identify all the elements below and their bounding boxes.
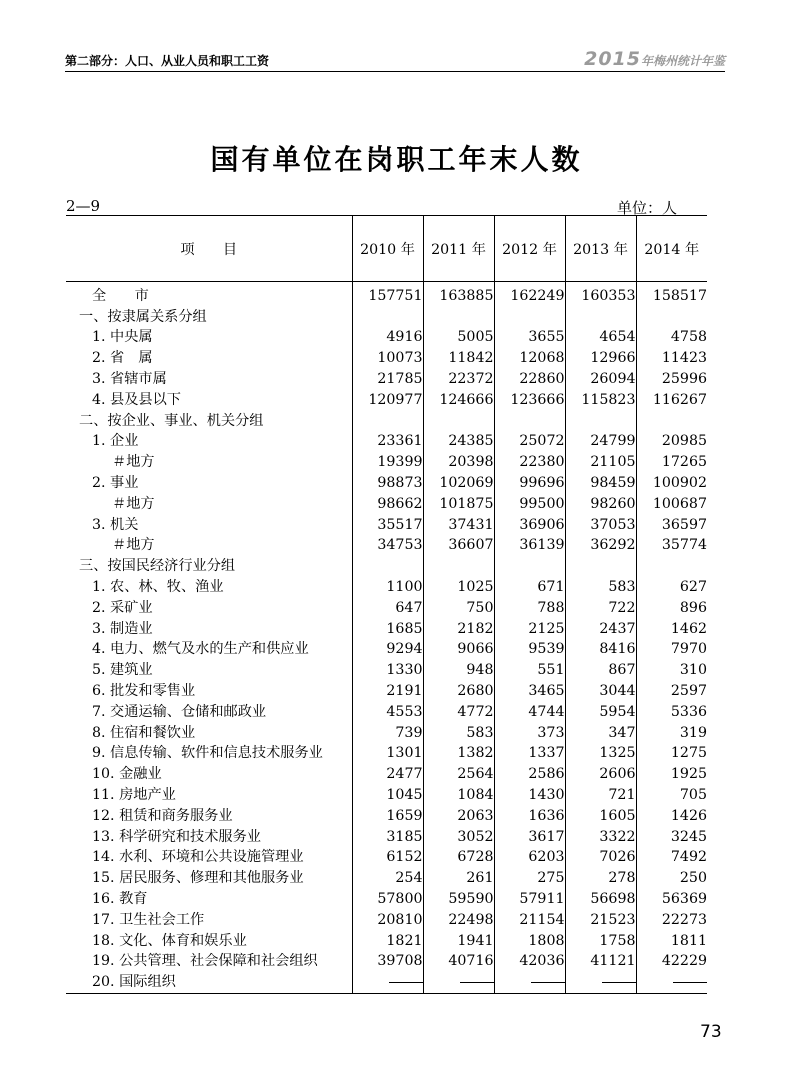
cell-value: 98662 <box>352 494 423 515</box>
cell-value <box>636 556 707 577</box>
cell-value: 56369 <box>636 889 707 910</box>
no-data-dash <box>423 972 494 993</box>
cell-value: 1382 <box>423 744 494 765</box>
table-row <box>66 432 707 453</box>
cell-value: 1430 <box>494 785 565 806</box>
cell-value: 59590 <box>423 889 494 910</box>
cell-value: 721 <box>565 785 636 806</box>
table-row <box>66 494 707 515</box>
cell-value: 2477 <box>352 764 423 785</box>
cell-value: 162249 <box>494 282 565 307</box>
table-row <box>66 681 707 702</box>
employee-table <box>66 215 707 994</box>
column-header: 2013 年 <box>565 216 636 282</box>
cell-value: 2125 <box>494 619 565 640</box>
column-header: 2014 年 <box>636 216 707 282</box>
table-row <box>66 806 707 827</box>
row-label: 5. 建筑业 <box>92 662 153 679</box>
cell-value: 788 <box>494 598 565 619</box>
table-row <box>66 952 707 973</box>
cell-value: 157751 <box>352 282 423 307</box>
cell-value: 583 <box>565 577 636 598</box>
cell-value: 3245 <box>636 827 707 848</box>
cell-value: 1925 <box>636 764 707 785</box>
table-row <box>66 598 707 619</box>
cell-value: 158517 <box>636 282 707 307</box>
cell-value: 25996 <box>636 369 707 390</box>
row-label: 1. 农、林、牧、渔业 <box>92 579 224 596</box>
cell-value: 124666 <box>423 390 494 411</box>
cell-value: 98459 <box>565 473 636 494</box>
cell-value: 20985 <box>636 432 707 453</box>
cell-value: 583 <box>423 723 494 744</box>
cell-value: 1325 <box>565 744 636 765</box>
cell-value: 98260 <box>565 494 636 515</box>
cell-value: 867 <box>565 660 636 681</box>
dash-mark <box>531 982 565 983</box>
cell-value: 4772 <box>423 702 494 723</box>
cell-value: 24385 <box>423 432 494 453</box>
cell-value: 21523 <box>565 910 636 931</box>
no-data-dash <box>565 972 636 993</box>
row-label: 2. 省 属 <box>92 350 153 367</box>
cell-value: 3465 <box>494 681 565 702</box>
cell-value <box>565 411 636 432</box>
cell-value <box>423 411 494 432</box>
cell-value <box>494 411 565 432</box>
cell-value: 1084 <box>423 785 494 806</box>
cell-value: 896 <box>636 598 707 619</box>
cell-value: 40716 <box>423 952 494 973</box>
row-label: 3. 省辖市属 <box>92 371 167 388</box>
dash-mark <box>460 982 494 983</box>
cell-value: 1301 <box>352 744 423 765</box>
cell-value: 6728 <box>423 848 494 869</box>
cell-value: 11423 <box>636 348 707 369</box>
row-label: 7. 交通运输、仓储和邮政业 <box>92 703 267 720</box>
cell-value: 163885 <box>423 282 494 307</box>
cell-value: 3322 <box>565 827 636 848</box>
cell-value: 41121 <box>565 952 636 973</box>
cell-value: 36906 <box>494 515 565 536</box>
cell-value: 2182 <box>423 619 494 640</box>
cell-value: 347 <box>565 723 636 744</box>
table-row <box>66 452 707 473</box>
cell-value: 5954 <box>565 702 636 723</box>
row-label: ＃地方 <box>112 454 155 471</box>
cell-value: 24799 <box>565 432 636 453</box>
cell-value: 6152 <box>352 848 423 869</box>
cell-value: 1605 <box>565 806 636 827</box>
table-row <box>66 868 707 889</box>
row-label: 9. 信息传输、软件和信息技术服务业 <box>92 745 323 762</box>
cell-value: 2191 <box>352 681 423 702</box>
cell-value: 56698 <box>565 889 636 910</box>
cell-value: 722 <box>565 598 636 619</box>
row-label: 4. 电力、燃气及水的生产和供应业 <box>92 641 309 658</box>
cell-value: 948 <box>423 660 494 681</box>
cell-value <box>494 556 565 577</box>
cell-value: 4553 <box>352 702 423 723</box>
row-label: 12. 租赁和商务服务业 <box>92 807 233 824</box>
section-title: 第二部分：人口、从业人员和职工工资 <box>65 54 270 68</box>
table-row <box>66 640 707 661</box>
cell-value: 5005 <box>423 328 494 349</box>
row-label: 20. 国际组织 <box>66 972 352 993</box>
cell-value: 21105 <box>565 452 636 473</box>
cell-value: 22498 <box>423 910 494 931</box>
row-label: 11. 房地产业 <box>92 787 176 804</box>
column-header: 2012 年 <box>494 216 565 282</box>
cell-value: 101875 <box>423 494 494 515</box>
row-label: 2. 采矿业 <box>92 599 153 616</box>
cell-value: 37431 <box>423 515 494 536</box>
cell-value: 1659 <box>352 806 423 827</box>
cell-value: 36597 <box>636 515 707 536</box>
cell-value: 120977 <box>352 390 423 411</box>
cell-value: 1462 <box>636 619 707 640</box>
column-header: 2011 年 <box>423 216 494 282</box>
cell-value: 3655 <box>494 328 565 349</box>
cell-value: 35774 <box>636 536 707 557</box>
cell-value <box>352 411 423 432</box>
cell-value: 4744 <box>494 702 565 723</box>
cell-value: 36292 <box>565 536 636 557</box>
cell-value: 551 <box>494 660 565 681</box>
cell-value <box>565 556 636 577</box>
cell-value: 7970 <box>636 640 707 661</box>
yearbook-name <box>584 48 725 70</box>
page-title: 国有单位在岗职工年末人数 <box>210 143 583 176</box>
cell-value: 57800 <box>352 889 423 910</box>
table-row <box>66 328 707 349</box>
cell-value: 1330 <box>352 660 423 681</box>
cell-value: 19399 <box>352 452 423 473</box>
cell-value: 739 <box>352 723 423 744</box>
cell-value: 2437 <box>565 619 636 640</box>
cell-value: 35517 <box>352 515 423 536</box>
table-row <box>66 972 707 993</box>
cell-value: 57911 <box>494 889 565 910</box>
cell-value: 250 <box>636 868 707 889</box>
table-row <box>66 931 707 952</box>
cell-value <box>352 307 423 328</box>
cell-value: 278 <box>565 868 636 889</box>
cell-value: 39708 <box>352 952 423 973</box>
column-header: 项 目 <box>66 216 352 282</box>
cell-value <box>352 556 423 577</box>
row-label: 18. 文化、体育和娱乐业 <box>92 932 247 949</box>
dash-mark <box>602 982 636 983</box>
cell-value: 1426 <box>636 806 707 827</box>
dash-mark <box>673 982 707 983</box>
row-label: 一、按隶属关系分组 <box>79 308 207 325</box>
cell-value: 42229 <box>636 952 707 973</box>
cell-value: 1100 <box>352 577 423 598</box>
cell-value: 21154 <box>494 910 565 931</box>
cell-value: 99696 <box>494 473 565 494</box>
cell-value: 34753 <box>352 536 423 557</box>
cell-value: 42036 <box>494 952 565 973</box>
cell-value: 20398 <box>423 452 494 473</box>
cell-value <box>494 307 565 328</box>
table-row <box>66 411 707 432</box>
cell-value: 319 <box>636 723 707 744</box>
cell-value: 3617 <box>494 827 565 848</box>
cell-value: 25072 <box>494 432 565 453</box>
cell-value: 1025 <box>423 577 494 598</box>
cell-value: 100902 <box>636 473 707 494</box>
table-row <box>66 619 707 640</box>
page-header <box>65 48 725 70</box>
cell-value: 3052 <box>423 827 494 848</box>
row-label: 3. 制造业 <box>92 620 153 637</box>
cell-value: 20810 <box>352 910 423 931</box>
row-label: 13. 科学研究和技术服务业 <box>92 828 261 845</box>
row-label: 2. 事业 <box>92 475 139 492</box>
cell-value: 3044 <box>565 681 636 702</box>
cell-value: 275 <box>494 868 565 889</box>
cell-value: 115823 <box>565 390 636 411</box>
table-row <box>66 827 707 848</box>
cell-value: 37053 <box>565 515 636 536</box>
cell-value: 1045 <box>352 785 423 806</box>
cell-value: 1275 <box>636 744 707 765</box>
cell-value: 647 <box>352 598 423 619</box>
cell-value: 627 <box>636 577 707 598</box>
cell-value: 5336 <box>636 702 707 723</box>
cell-value: 2606 <box>565 764 636 785</box>
cell-value: 671 <box>494 577 565 598</box>
cell-value: 36607 <box>423 536 494 557</box>
page-number: 73 <box>700 1022 722 1042</box>
cell-value <box>565 307 636 328</box>
cell-value: 17265 <box>636 452 707 473</box>
row-label: 17. 卫生社会工作 <box>92 911 205 928</box>
cell-value: 22860 <box>494 369 565 390</box>
cell-value: 1337 <box>494 744 565 765</box>
cell-value: 160353 <box>565 282 636 307</box>
table-row <box>66 369 707 390</box>
table-row <box>66 348 707 369</box>
cell-value: 310 <box>636 660 707 681</box>
table-row <box>66 536 707 557</box>
table-row <box>66 744 707 765</box>
table-row <box>66 307 707 328</box>
yearbook-title: 年梅州统计年鉴 <box>640 54 725 68</box>
table-row <box>66 282 707 307</box>
cell-value: 1821 <box>352 931 423 952</box>
cell-value: 100687 <box>636 494 707 515</box>
table-row <box>66 660 707 681</box>
table-code: 2—9 <box>66 197 101 215</box>
cell-value: 2680 <box>423 681 494 702</box>
cell-value: 4916 <box>352 328 423 349</box>
row-label: 10. 金融业 <box>92 766 162 783</box>
cell-value: 6203 <box>494 848 565 869</box>
cell-value <box>636 411 707 432</box>
cell-value: 36139 <box>494 536 565 557</box>
row-label: 三、按国民经济行业分组 <box>79 558 236 575</box>
row-label: 1. 中央属 <box>92 329 153 346</box>
cell-value: 9294 <box>352 640 423 661</box>
cell-value: 1685 <box>352 619 423 640</box>
table-row <box>66 577 707 598</box>
table-header-row <box>66 216 707 282</box>
cell-value: 1758 <box>565 931 636 952</box>
cell-value: 22380 <box>494 452 565 473</box>
row-label: ＃地方 <box>112 495 155 512</box>
cell-value: 1811 <box>636 931 707 952</box>
table-row <box>66 764 707 785</box>
dash-mark <box>389 982 423 983</box>
no-data-dash <box>636 972 707 993</box>
table-row <box>66 473 707 494</box>
table-row <box>66 515 707 536</box>
table-row <box>66 702 707 723</box>
cell-value: 750 <box>423 598 494 619</box>
cell-value: 2586 <box>494 764 565 785</box>
row-label: 全 市 <box>92 287 149 304</box>
column-header: 2010 年 <box>352 216 423 282</box>
yearbook-year: 2015 <box>584 48 641 70</box>
cell-value: 12966 <box>565 348 636 369</box>
cell-value <box>423 556 494 577</box>
cell-value: 2063 <box>423 806 494 827</box>
cell-value: 4758 <box>636 328 707 349</box>
row-label: 6. 批发和零售业 <box>92 683 196 700</box>
cell-value: 3185 <box>352 827 423 848</box>
cell-value: 23361 <box>352 432 423 453</box>
cell-value: 102069 <box>423 473 494 494</box>
cell-value: 8416 <box>565 640 636 661</box>
no-data-dash <box>494 972 565 993</box>
row-label: 二、按企业、事业、机关分组 <box>79 412 264 429</box>
row-label: ＃地方 <box>112 537 155 554</box>
cell-value: 116267 <box>636 390 707 411</box>
table-row <box>66 556 707 577</box>
row-label: 8. 住宿和餐饮业 <box>92 724 196 741</box>
row-label: 4. 县及县以下 <box>92 391 181 408</box>
cell-value: 21785 <box>352 369 423 390</box>
cell-value: 7492 <box>636 848 707 869</box>
cell-value: 7026 <box>565 848 636 869</box>
cell-value: 22273 <box>636 910 707 931</box>
cell-value: 22372 <box>423 369 494 390</box>
table-body <box>66 282 707 994</box>
cell-value <box>636 307 707 328</box>
cell-value: 1941 <box>423 931 494 952</box>
row-label: 16. 教育 <box>92 891 148 907</box>
cell-value: 4654 <box>565 328 636 349</box>
cell-value: 1808 <box>494 931 565 952</box>
cell-value: 2597 <box>636 681 707 702</box>
cell-value: 9066 <box>423 640 494 661</box>
cell-value: 705 <box>636 785 707 806</box>
cell-value: 11842 <box>423 348 494 369</box>
table-row <box>66 848 707 869</box>
table-row <box>66 723 707 744</box>
table-row <box>66 785 707 806</box>
cell-value: 123666 <box>494 390 565 411</box>
cell-value: 10073 <box>352 348 423 369</box>
cell-value: 9539 <box>494 640 565 661</box>
cell-value: 12068 <box>494 348 565 369</box>
table-row <box>66 889 707 910</box>
cell-value: 373 <box>494 723 565 744</box>
cell-value: 98873 <box>352 473 423 494</box>
row-label: 14. 水利、环境和公共设施管理业 <box>92 849 304 866</box>
row-label: 19. 公共管理、社会保障和社会组织 <box>92 953 318 970</box>
row-label: 3. 机关 <box>92 516 139 533</box>
header-rule <box>65 71 725 72</box>
no-data-dash <box>352 972 423 993</box>
cell-value: 26094 <box>565 369 636 390</box>
table-row <box>66 390 707 411</box>
row-label: 15. 居民服务、修理和其他服务业 <box>92 870 304 887</box>
cell-value: 2564 <box>423 764 494 785</box>
row-label: 1. 企业 <box>92 433 139 450</box>
cell-value <box>423 307 494 328</box>
table-row <box>66 910 707 931</box>
cell-value: 261 <box>423 868 494 889</box>
unit-label: 单位：人 <box>617 199 678 217</box>
cell-value: 99500 <box>494 494 565 515</box>
cell-value: 1636 <box>494 806 565 827</box>
cell-value: 254 <box>352 868 423 889</box>
